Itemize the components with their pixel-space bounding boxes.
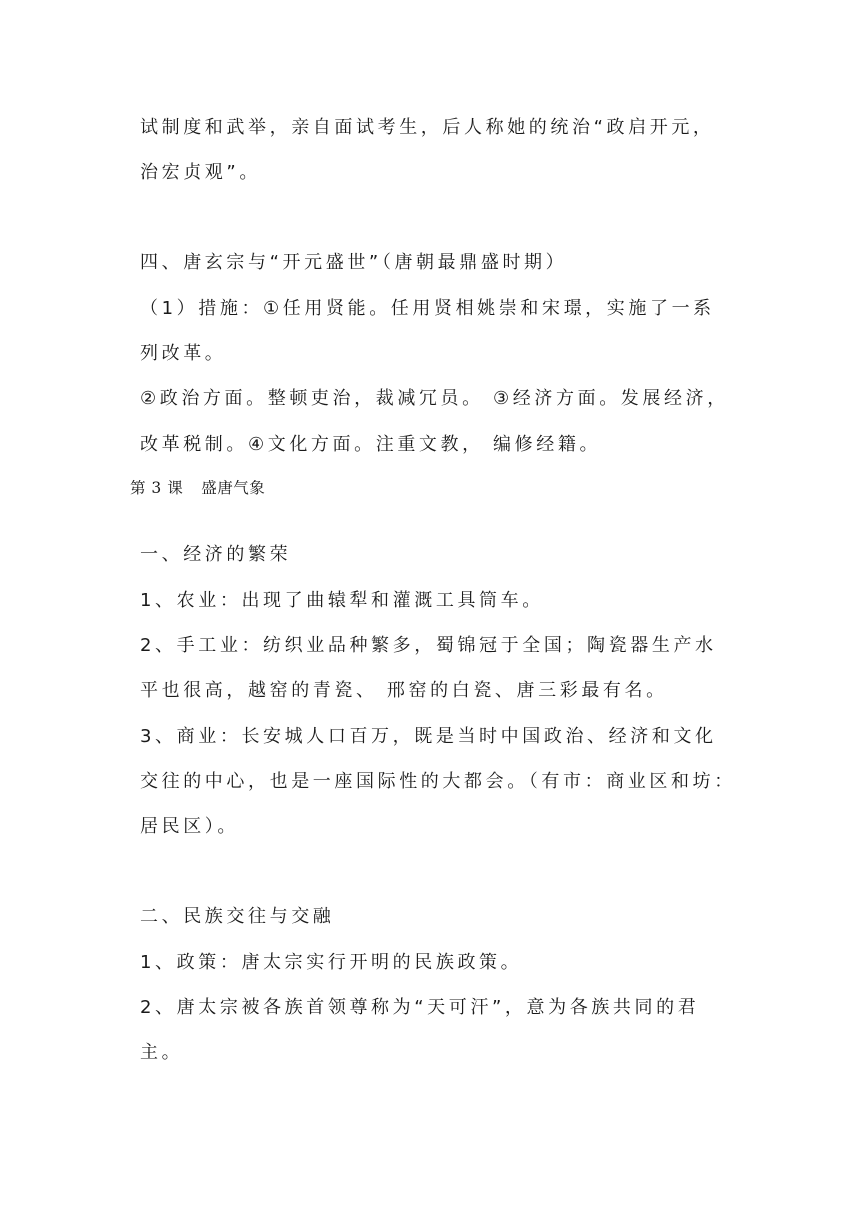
- text-line: 1、政策：唐太宗实行开明的民族政策。: [140, 952, 523, 973]
- text-line: （1）措施：①任用贤能。任用贤相姚崇和宋璟，实施了一系: [140, 298, 715, 319]
- section-heading: 一、经济的繁荣: [140, 544, 292, 565]
- text-line: 列改革。: [140, 343, 227, 364]
- text-line: 2、唐太宗被各族首领尊称为“天可汗”，意为各族共同的君: [140, 997, 700, 1018]
- text-line: 改革税制。④文化方面。注重文教， 编修经籍。: [140, 434, 602, 455]
- text-line: 2、手工业：纺织业品种繁多，蜀锦冠于全国；陶瓷器生产水: [140, 635, 717, 656]
- text-line: 居民区）。: [140, 816, 239, 837]
- section-heading: 二、民族交往与交融: [140, 906, 335, 927]
- text-line: 交往的中心，也是一座国际性的大都会。（有市：商业区和坊：: [140, 771, 736, 792]
- text-line: ②政治方面。整顿吏治，裁减冗员。 ③经济方面。发展经济，: [140, 388, 729, 409]
- text-line: 试制度和武举，亲自面试考生，后人称她的统治“政启开元，: [140, 117, 715, 138]
- lesson-number: 第 3 课: [130, 479, 184, 497]
- lesson-heading: [130, 477, 265, 499]
- text-line: 1、农业：出现了曲辕犁和灌溉工具筒车。: [140, 590, 544, 611]
- text-line: 平也很高，越窑的青瓷、 邢窑的白瓷、唐三彩最有名。: [140, 680, 668, 701]
- section-heading: 四、唐玄宗与“开元盛世”（唐朝最鼎盛时期）: [140, 252, 568, 273]
- text-line: 治宏贞观”。: [140, 162, 261, 183]
- text-line: 主。: [140, 1042, 184, 1063]
- text-line: 3、商业：长安城人口百万，既是当时中国政治、经济和文化: [140, 726, 717, 747]
- lesson-title: 盛唐气象: [201, 479, 266, 497]
